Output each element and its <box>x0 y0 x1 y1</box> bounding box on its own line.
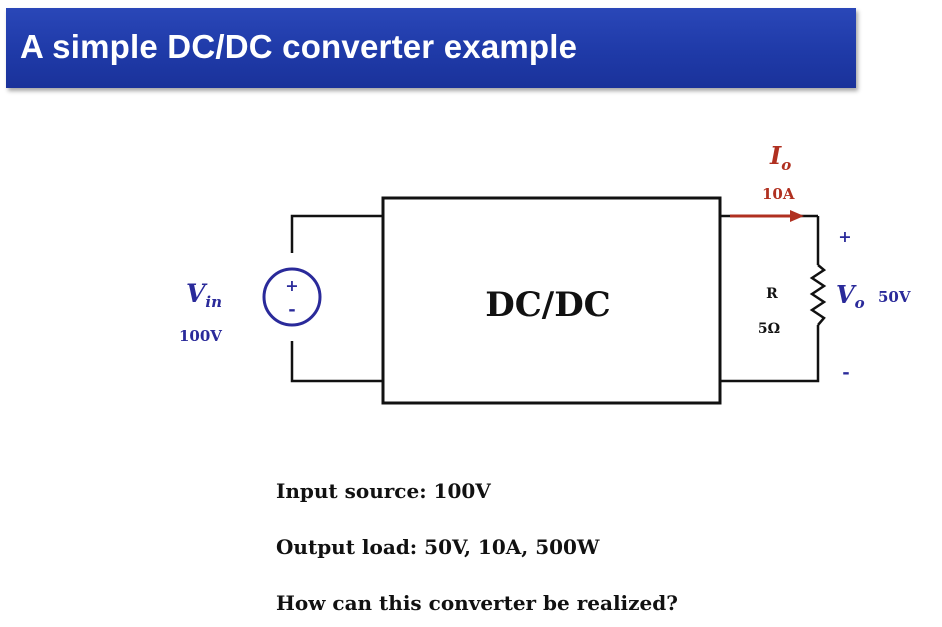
note-input-source: Input source: 100V <box>276 479 491 503</box>
vin-value: 100V <box>179 327 222 345</box>
wire-input-top <box>292 216 383 253</box>
io-value: 10A <box>762 185 795 203</box>
converter-label: DC/DC <box>485 285 611 325</box>
wire-input-bottom <box>292 341 383 381</box>
resistor-name: R <box>766 286 778 302</box>
source-minus-sign: - <box>288 299 296 320</box>
vo-minus-sign: - <box>842 362 850 383</box>
source-plus-sign: + <box>285 276 299 295</box>
vo-plus-sign: + <box>838 227 852 246</box>
resistor-symbol <box>812 265 824 325</box>
vo-label: $V_o$ <box>836 280 865 312</box>
current-arrow-head <box>790 210 804 222</box>
note-question: How can this converter be realized? <box>276 591 678 615</box>
resistor-value: 5Ω <box>757 321 781 337</box>
vo-value: 50V <box>878 288 911 306</box>
slide-title: A simple DC/DC converter example <box>20 28 578 65</box>
io-label: $I_o$ <box>770 141 792 174</box>
vin-label: $V_{in}$ <box>186 279 223 311</box>
note-output-load: Output load: 50V, 10A, 500W <box>276 535 600 559</box>
